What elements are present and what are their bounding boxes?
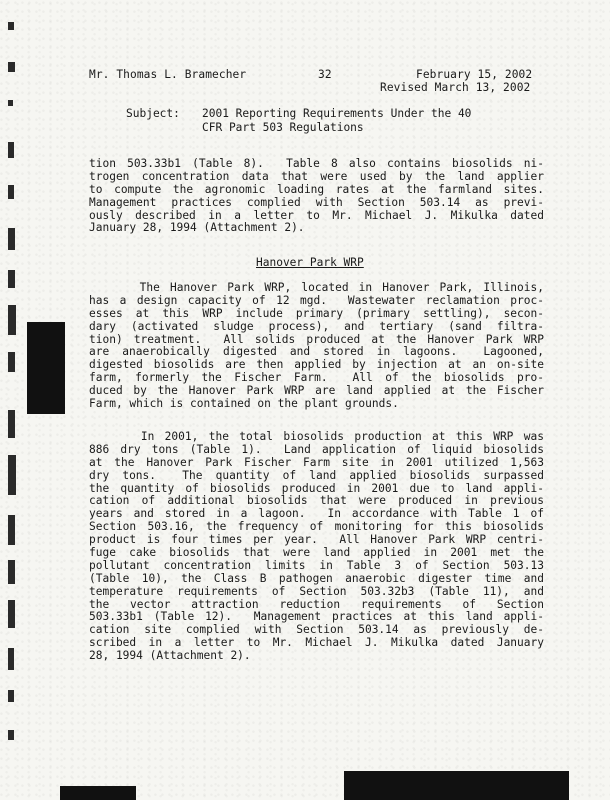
scan-mark: [8, 352, 15, 372]
text-line: tion 503.33b1 (Table 8). Table 8 also contains biosolids ni-: [89, 157, 544, 170]
scan-mark: [8, 62, 15, 72]
scan-mark: [8, 142, 14, 158]
subject-line-1: 2001 Reporting Requirements Under the 40: [202, 107, 472, 120]
text-line: pollutant concentration limits in Table 3 of Section 503.13: [89, 558, 544, 572]
scan-mark: [8, 560, 15, 584]
subject-line-2: CFR Part 503 Regulations: [202, 121, 364, 134]
section-heading: Hanover Park WRP: [256, 256, 364, 269]
text-line: scribed in a letter to Mr. Michael J. Mikulka dated January: [89, 636, 544, 650]
scan-mark: [8, 228, 15, 250]
text-line: has a design capacity of 12 mgd. Wastewater reclamation proc-: [89, 293, 544, 307]
text-line: esses at this WRP include primary (primary settling), secon-: [89, 306, 544, 320]
text-line: January 28, 1994 (Attachment 2).: [89, 221, 305, 235]
text-line: 886 dry tons (Table 1). Land application of liquid biosolids: [89, 442, 544, 456]
scan-mark: [8, 410, 15, 438]
scan-mark: [8, 100, 13, 106]
text-line: The Hanover Park WRP, located in Hanover Park, Illinois,: [89, 281, 544, 294]
scan-mark: [8, 305, 16, 335]
scan-mark: [8, 455, 16, 495]
scan-mark: [8, 185, 14, 199]
paragraph-production-2001: [89, 431, 544, 663]
text-line: Management practices complied with Section 503.14 as previ-: [89, 195, 544, 209]
redaction-block-bottom-left: [60, 786, 136, 800]
text-line: 503.33b1 (Table 12). Management practices at this land appli-: [89, 610, 544, 624]
text-line: temperature requirements of Section 503.32b3 (Table 11), and: [89, 584, 544, 598]
letter-date: February 15, 2002: [416, 68, 533, 81]
text-line: are anaerobically digested and stored in lagoons. Lagooned,: [89, 345, 544, 359]
text-line: at the Hanover Park Fischer Farm site in 2001 utilized 1,563: [89, 455, 544, 469]
text-line: 28, 1994 (Attachment 2).: [89, 649, 251, 663]
paragraph-hanover-overview: [89, 282, 544, 411]
text-line: dary (activated sludge process), and tertiary (sand filtra-: [89, 319, 544, 333]
text-line: product is four times per year. All Hanover Park WRP centri-: [89, 533, 544, 547]
redaction-block-left: [27, 322, 65, 414]
text-line: digested biosolids are then applied by injection at an on-site: [89, 358, 544, 372]
text-line: Section 503.16, the frequency of monitoring for this biosolids: [89, 520, 544, 534]
scan-margin-marks: [0, 0, 22, 800]
subject-label: Subject:: [126, 107, 180, 120]
scan-mark: [8, 515, 15, 545]
scan-mark: [8, 600, 15, 628]
text-line: duced by the Hanover Park WRP are land applied at the Fischer: [89, 384, 544, 398]
scan-mark: [8, 730, 14, 740]
text-line: the vector attraction reduction requirements of Section: [89, 597, 544, 611]
text-line: fuge cake biosolids that were land applied in 2001 met the: [89, 546, 544, 560]
redaction-block-bottom-right: [344, 771, 569, 800]
text-line: (Table 10), the Class B pathogen anaerobic digester time and: [89, 571, 544, 585]
text-line: the quantity of biosolids produced in 2001 due to land appli-: [89, 481, 544, 495]
text-line: cation site complied with Section 503.14 as previously de-: [89, 623, 544, 637]
text-line: cation of additional biosolids that were produced in previous: [89, 494, 544, 508]
text-line: Farm, which is contained on the plant grounds.: [89, 397, 399, 411]
text-line: tion) treatment. All solids produced at the Hanover Park WRP: [89, 332, 544, 346]
text-line: years and stored in a lagoon. In accordance with Table 1 of: [89, 507, 544, 521]
paragraph-continuation: [89, 158, 544, 235]
text-line: to compute the agronomic loading rates at the farmland sites.: [89, 182, 544, 196]
recipient-name: Mr. Thomas L. Bramecher: [89, 68, 247, 81]
revised-date: Revised March 13, 2002: [380, 81, 531, 94]
scan-mark: [8, 690, 14, 702]
page-number: 32: [318, 68, 332, 81]
text-line: dry tons. The quantity of land applied biosolids surpassed: [89, 468, 544, 482]
scan-mark: [8, 270, 15, 288]
scan-mark: [8, 22, 14, 30]
text-line: trogen concentration data that were used by the land applier: [89, 169, 544, 183]
text-line: farm, formerly the Fischer Farm. All of the biosolids pro-: [89, 371, 544, 385]
text-line: In 2001, the total biosolids production at this WRP was: [89, 430, 544, 443]
scan-mark: [8, 648, 14, 670]
text-line: ously described in a letter to Mr. Michael J. Mikulka dated: [89, 208, 544, 222]
